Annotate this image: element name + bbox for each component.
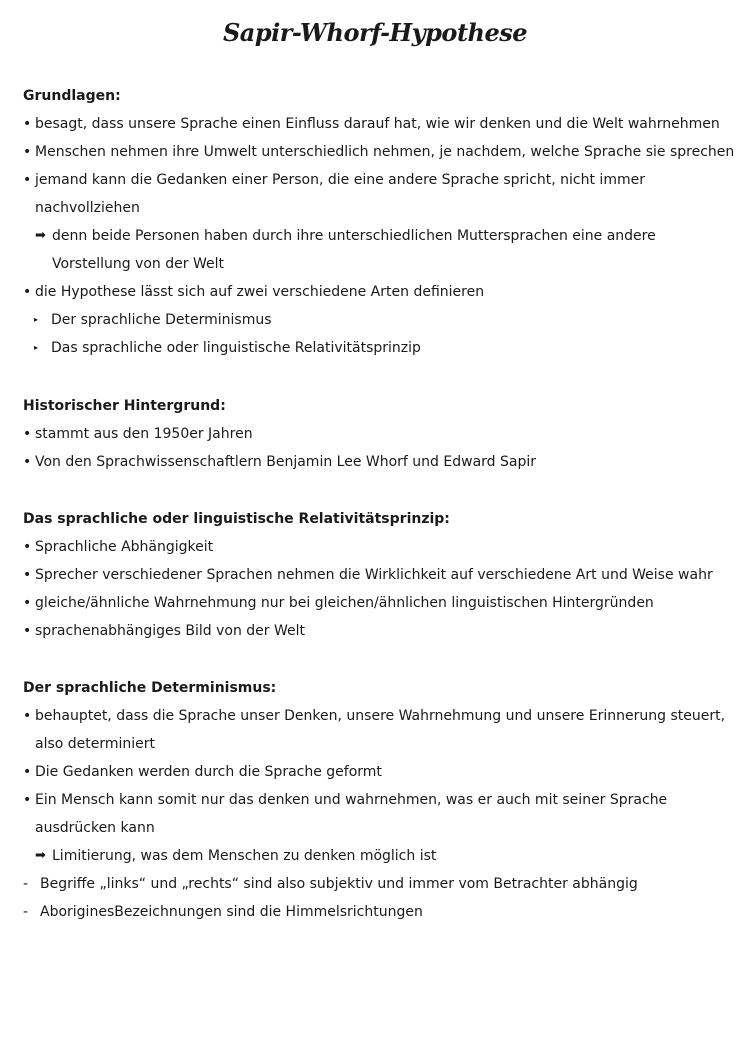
bullet-icon: •: [23, 144, 32, 160]
bullet-icon: •: [23, 595, 32, 611]
list-item: • die Hypothese lässt sich auf zwei verschiedene Arten definieren: [23, 278, 733, 306]
list-item: • Ein Mensch kann somit nur das denken und wahrnehmen, was er auch mit seiner Sprache: [23, 786, 733, 814]
bullet-icon: •: [23, 623, 32, 639]
list-item: • jemand kann die Gedanken einer Person, die eine andere Sprache spricht, nicht immer: [23, 166, 733, 194]
bullet-icon: •: [23, 792, 32, 808]
dash-bullet-icon: -: [23, 904, 29, 920]
arrow-right-icon: ➡: [35, 228, 46, 243]
list-item: • Sprachliche Abhängigkeit: [23, 533, 733, 561]
bullet-icon: •: [23, 426, 32, 442]
list-item: • behauptet, dass die Sprache unser Denken, unsere Wahrnehmung und unsere Erinnerung steuert,: [23, 702, 733, 730]
list-item: • Von den Sprachwissenschaftlern Benjamin Lee Whorf und Edward Sapir: [23, 448, 733, 476]
arrow-item: ➡ Limitierung, was dem Menschen zu denken möglich ist: [23, 842, 733, 870]
dash-bullet-icon: -: [23, 876, 29, 892]
triangle-bullet-icon: ▸: [34, 315, 39, 324]
list-item-continuation: ausdrücken kann: [35, 820, 155, 836]
bullet-icon: •: [23, 172, 32, 188]
list-item-continuation: nachvollziehen: [35, 200, 140, 216]
list-item: • sprachenabhängiges Bild von der Welt: [23, 617, 733, 645]
bullet-icon: •: [23, 284, 32, 300]
section-relativitaetsprinzip: [23, 505, 733, 645]
sub-list-item: ▸ Der sprachliche Determinismus: [23, 306, 733, 334]
section-heading: Grundlagen:: [23, 88, 121, 104]
section-determinismus: [23, 674, 733, 926]
list-item: • stammt aus den 1950er Jahren: [23, 420, 733, 448]
triangle-bullet-icon: ▸: [34, 343, 39, 352]
arrow-right-icon: ➡: [35, 848, 46, 863]
bullet-icon: •: [23, 454, 32, 470]
arrow-item: ➡ denn beide Personen haben durch ihre unterschiedlichen Muttersprachen eine andere: [23, 222, 733, 250]
list-item: • gleiche/ähnliche Wahrnehmung nur bei gleichen/ähnlichen linguistischen Hintergründen: [23, 589, 733, 617]
bullet-icon: •: [23, 708, 32, 724]
page-title: Sapir-Whorf-Hypothese: [222, 18, 528, 47]
arrow-item-continuation: Vorstellung von der Welt: [52, 256, 224, 272]
bullet-icon: •: [23, 567, 32, 583]
sub-list-item: ▸ Das sprachliche oder linguistische Relativitätsprinzip: [23, 334, 733, 362]
section-heading: Historischer Hintergrund:: [23, 398, 226, 414]
list-item: • besagt, dass unsere Sprache einen Einfluss darauf hat, wie wir denken und die Welt wahrnehmen: [23, 110, 733, 138]
bullet-icon: •: [23, 116, 32, 132]
list-item-continuation: also determiniert: [35, 736, 156, 752]
dash-item: - Begriffe „links“ und „rechts“ sind also subjektiv und immer vom Betrachter abhängig: [23, 870, 733, 898]
bullet-icon: •: [23, 539, 32, 555]
section-historischer-hintergrund: [23, 392, 733, 476]
dash-item: - AboriginesBezeichnungen sind die Himmelsrichtungen: [23, 898, 733, 926]
list-item: • Menschen nehmen ihre Umwelt unterschiedlich nehmen, je nachdem, welche Sprache sie sprechen: [23, 138, 733, 166]
section-heading: Das sprachliche oder linguistische Relativitätsprinzip:: [23, 511, 450, 527]
list-item: • Die Gedanken werden durch die Sprache geformt: [23, 758, 733, 786]
section-grundlagen: [23, 82, 733, 362]
bullet-icon: •: [23, 764, 32, 780]
list-item: • Sprecher verschiedener Sprachen nehmen die Wirklichkeit auf verschiedene Art und Weise wahr: [23, 561, 733, 589]
section-heading: Der sprachliche Determinismus:: [23, 680, 277, 696]
